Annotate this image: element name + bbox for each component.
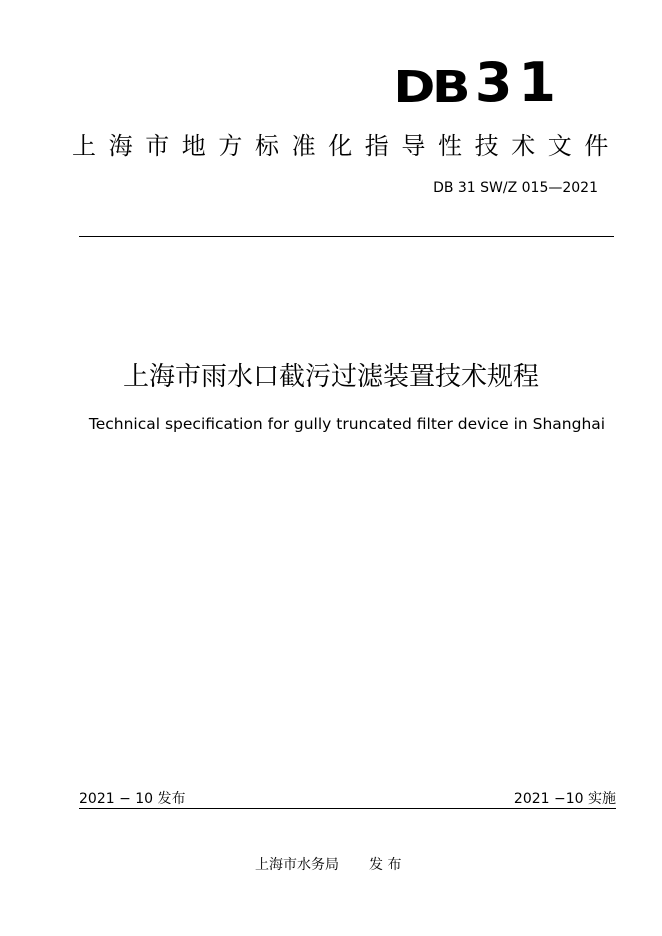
issue-date: 2021 − 10 发布 <box>79 791 186 807</box>
document-type-heading: 上海市地方标准化指导性技术文件 <box>72 132 621 160</box>
title-english: Technical specification for gully truncated filter device in Shanghai <box>88 415 606 433</box>
db-logo-number: 31 <box>474 51 562 114</box>
implementation-date: 2021 −10 实施 <box>513 791 616 807</box>
publisher-line <box>255 856 401 874</box>
db-logo-letters: DB <box>393 62 467 113</box>
db31-logo <box>393 50 562 114</box>
publisher-name: 上海市水务局 <box>255 857 339 873</box>
title-chinese: 上海市雨水口截污过滤装置技术规程 <box>122 362 539 392</box>
header-divider <box>79 236 614 237</box>
footer-divider <box>79 808 616 809</box>
standard-number: DB 31 SW/Z 015—2021 <box>433 180 598 196</box>
publisher-action: 发 布 <box>369 857 402 873</box>
